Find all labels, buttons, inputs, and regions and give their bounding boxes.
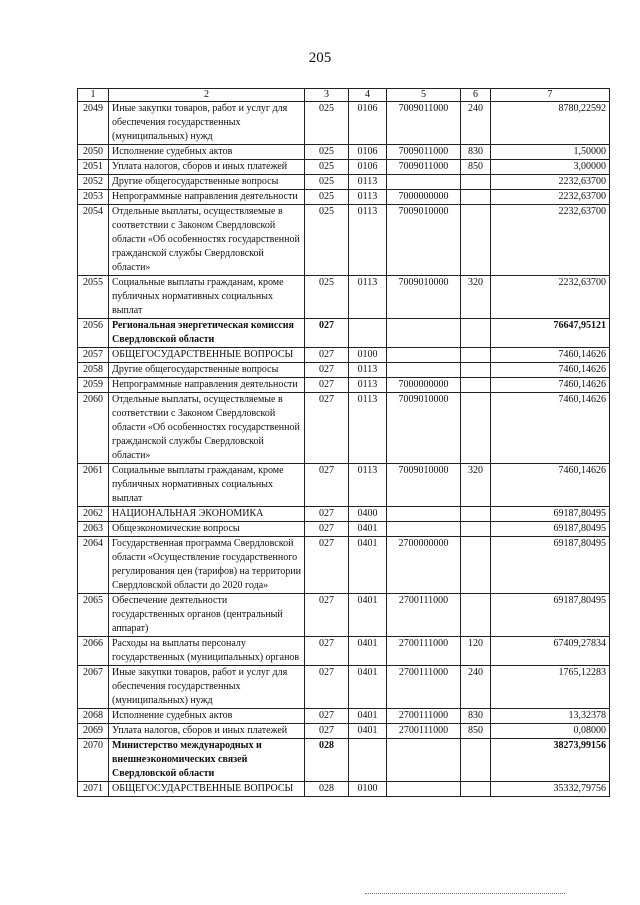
header-row: [78, 89, 610, 102]
row-number: 2055: [78, 276, 109, 319]
expense-type-code: [461, 319, 491, 348]
column-header: 3: [305, 89, 349, 102]
section-code: 0401: [349, 522, 387, 537]
table-row: [78, 160, 610, 175]
expense-type-code: 850: [461, 160, 491, 175]
section-code: 0100: [349, 348, 387, 363]
expense-type-code: [461, 594, 491, 637]
item-name: Социальные выплаты гражданам, кроме публичных нормативных социальных выплат: [109, 464, 305, 507]
section-code: [349, 739, 387, 782]
item-name: Иные закупки товаров, работ и услуг для обеспечения государственных (муниципальных) нужд: [109, 102, 305, 145]
amount: 2232,63700: [491, 175, 610, 190]
row-number: 2069: [78, 724, 109, 739]
column-header: 6: [461, 89, 491, 102]
amount: 69187,80495: [491, 537, 610, 594]
row-number: 2059: [78, 378, 109, 393]
item-name: Другие общегосударственные вопросы: [109, 175, 305, 190]
amount: 1765,12283: [491, 666, 610, 709]
section-code: 0113: [349, 393, 387, 464]
department-code: 025: [305, 160, 349, 175]
amount: 7460,14626: [491, 393, 610, 464]
amount: 7460,14626: [491, 464, 610, 507]
department-code: 027: [305, 363, 349, 378]
item-name: Иные закупки товаров, работ и услуг для обеспечения государственных (муниципальных) нужд: [109, 666, 305, 709]
budget-table: [77, 88, 610, 797]
item-name: Общеэкономические вопросы: [109, 522, 305, 537]
amount: 69187,80495: [491, 594, 610, 637]
section-code: 0401: [349, 537, 387, 594]
department-code: 027: [305, 709, 349, 724]
department-code: 028: [305, 739, 349, 782]
table-row: [78, 393, 610, 464]
amount: 7460,14626: [491, 363, 610, 378]
row-number: 2066: [78, 637, 109, 666]
column-header: 4: [349, 89, 387, 102]
item-name: Непрограммные направления деятельности: [109, 378, 305, 393]
amount: 1,50000: [491, 145, 610, 160]
amount: 2232,63700: [491, 205, 610, 276]
table-row: [78, 666, 610, 709]
row-number: 2053: [78, 190, 109, 205]
department-code: 027: [305, 724, 349, 739]
amount: 8780,22592: [491, 102, 610, 145]
section-code: 0106: [349, 102, 387, 145]
amount: 2232,63700: [491, 276, 610, 319]
expense-type-code: [461, 175, 491, 190]
department-code: 027: [305, 594, 349, 637]
target-article-code: 2700111000: [387, 637, 461, 666]
expense-type-code: [461, 363, 491, 378]
table-row: [78, 709, 610, 724]
expense-type-code: 850: [461, 724, 491, 739]
amount: 2232,63700: [491, 190, 610, 205]
department-code: 025: [305, 205, 349, 276]
target-article-code: 7009010000: [387, 464, 461, 507]
amount: 69187,80495: [491, 522, 610, 537]
item-name: Министерство международных и внешнеэкономических связей Свердловской области: [109, 739, 305, 782]
item-name: Исполнение судебных актов: [109, 709, 305, 724]
target-article-code: 7009011000: [387, 102, 461, 145]
section-code: 0401: [349, 594, 387, 637]
item-name: ОБЩЕГОСУДАРСТВЕННЫЕ ВОПРОСЫ: [109, 782, 305, 797]
target-article-code: [387, 739, 461, 782]
item-name: ОБЩЕГОСУДАРСТВЕННЫЕ ВОПРОСЫ: [109, 348, 305, 363]
row-number: 2050: [78, 145, 109, 160]
section-code: [349, 319, 387, 348]
section-code: 0113: [349, 276, 387, 319]
amount: 69187,80495: [491, 507, 610, 522]
expense-type-code: [461, 522, 491, 537]
target-article-code: [387, 175, 461, 190]
target-article-code: 2700111000: [387, 666, 461, 709]
row-number: 2063: [78, 522, 109, 537]
target-article-code: 2700111000: [387, 594, 461, 637]
row-number: 2049: [78, 102, 109, 145]
table-row: [78, 145, 610, 160]
table-row: [78, 507, 610, 522]
row-number: 2054: [78, 205, 109, 276]
item-name: Непрограммные направления деятельности: [109, 190, 305, 205]
amount: 7460,14626: [491, 348, 610, 363]
item-name: Расходы на выплаты персоналу государственных (муниципальных) органов: [109, 637, 305, 666]
row-number: 2068: [78, 709, 109, 724]
department-code: 025: [305, 190, 349, 205]
expense-type-code: 320: [461, 464, 491, 507]
table-body: [78, 102, 610, 797]
item-name: Уплата налогов, сборов и иных платежей: [109, 724, 305, 739]
department-code: 028: [305, 782, 349, 797]
department-code: 027: [305, 378, 349, 393]
column-header: 5: [387, 89, 461, 102]
row-number: 2064: [78, 537, 109, 594]
item-name: Социальные выплаты гражданам, кроме публичных нормативных социальных выплат: [109, 276, 305, 319]
row-number: 2052: [78, 175, 109, 190]
department-code: 025: [305, 276, 349, 319]
table-row: [78, 637, 610, 666]
department-code: 027: [305, 522, 349, 537]
expense-type-code: 830: [461, 145, 491, 160]
department-code: 027: [305, 666, 349, 709]
table-row: [78, 175, 610, 190]
page-number: 205: [308, 50, 332, 66]
section-code: 0113: [349, 175, 387, 190]
table-row: [78, 522, 610, 537]
table-row: [78, 319, 610, 348]
item-name: НАЦИОНАЛЬНАЯ ЭКОНОМИКА: [109, 507, 305, 522]
expense-type-code: [461, 190, 491, 205]
department-code: 025: [305, 145, 349, 160]
department-code: 027: [305, 319, 349, 348]
department-code: 027: [305, 464, 349, 507]
table-row: [78, 190, 610, 205]
section-code: 0401: [349, 637, 387, 666]
target-article-code: 7009011000: [387, 145, 461, 160]
expense-type-code: [461, 782, 491, 797]
target-article-code: [387, 319, 461, 348]
amount: 67409,27834: [491, 637, 610, 666]
row-number: 2062: [78, 507, 109, 522]
section-code: 0113: [349, 205, 387, 276]
expense-type-code: [461, 205, 491, 276]
table-row: [78, 464, 610, 507]
scan-artifact: [365, 893, 565, 895]
table-row: [78, 276, 610, 319]
expense-type-code: [461, 507, 491, 522]
table-row: [78, 537, 610, 594]
department-code: 027: [305, 348, 349, 363]
target-article-code: 2700000000: [387, 537, 461, 594]
amount: 3,00000: [491, 160, 610, 175]
row-number: 2060: [78, 393, 109, 464]
target-article-code: 7000000000: [387, 190, 461, 205]
table-row: [78, 782, 610, 797]
item-name: Уплата налогов, сборов и иных платежей: [109, 160, 305, 175]
column-header: 7: [491, 89, 610, 102]
expense-type-code: 320: [461, 276, 491, 319]
target-article-code: 7009011000: [387, 160, 461, 175]
expense-type-code: [461, 378, 491, 393]
item-name: Отдельные выплаты, осуществляемые в соответствии с Законом Свердловской области «Об особенностях государственной гражданской службы Свердловской области»: [109, 393, 305, 464]
table-row: [78, 102, 610, 145]
row-number: 2056: [78, 319, 109, 348]
amount: 0,08000: [491, 724, 610, 739]
expense-type-code: 240: [461, 666, 491, 709]
expense-type-code: 240: [461, 102, 491, 145]
section-code: 0106: [349, 145, 387, 160]
target-article-code: 7000000000: [387, 378, 461, 393]
target-article-code: [387, 363, 461, 378]
expense-type-code: [461, 348, 491, 363]
row-number: 2071: [78, 782, 109, 797]
department-code: 025: [305, 175, 349, 190]
department-code: 025: [305, 102, 349, 145]
table-row: [78, 205, 610, 276]
table-row: [78, 348, 610, 363]
section-code: 0400: [349, 507, 387, 522]
item-name: Обеспечение деятельности государственных органов (центральный аппарат): [109, 594, 305, 637]
department-code: 027: [305, 537, 349, 594]
target-article-code: [387, 507, 461, 522]
department-code: 027: [305, 507, 349, 522]
item-name: Отдельные выплаты, осуществляемые в соответствии с Законом Свердловской области «Об особенностях государственной гражданской службы Свердловской области»: [109, 205, 305, 276]
target-article-code: [387, 348, 461, 363]
section-code: 0113: [349, 190, 387, 205]
table-row: [78, 378, 610, 393]
expense-type-code: 120: [461, 637, 491, 666]
row-number: 2067: [78, 666, 109, 709]
column-header: 1: [78, 89, 109, 102]
target-article-code: 7009010000: [387, 205, 461, 276]
row-number: 2057: [78, 348, 109, 363]
row-number: 2061: [78, 464, 109, 507]
item-name: Исполнение судебных актов: [109, 145, 305, 160]
column-header: 2: [109, 89, 305, 102]
row-number: 2065: [78, 594, 109, 637]
amount: 13,32378: [491, 709, 610, 724]
section-code: 0100: [349, 782, 387, 797]
amount: 76647,95121: [491, 319, 610, 348]
section-code: 0113: [349, 363, 387, 378]
target-article-code: [387, 782, 461, 797]
row-number: 2058: [78, 363, 109, 378]
expense-type-code: [461, 537, 491, 594]
section-code: 0113: [349, 378, 387, 393]
target-article-code: 7009010000: [387, 393, 461, 464]
section-code: 0401: [349, 666, 387, 709]
item-name: Государственная программа Свердловской области «Осуществление государственного регулирования цен (тарифов) на территории Свердловской области до 2020 года»: [109, 537, 305, 594]
section-code: 0113: [349, 464, 387, 507]
expense-type-code: [461, 739, 491, 782]
table-row: [78, 739, 610, 782]
table-row: [78, 594, 610, 637]
target-article-code: 7009010000: [387, 276, 461, 319]
expense-type-code: [461, 393, 491, 464]
section-code: 0106: [349, 160, 387, 175]
item-name: Другие общегосударственные вопросы: [109, 363, 305, 378]
row-number: 2070: [78, 739, 109, 782]
table-row: [78, 724, 610, 739]
section-code: 0401: [349, 724, 387, 739]
table-row: [78, 363, 610, 378]
amount: 7460,14626: [491, 378, 610, 393]
amount: 38273,99156: [491, 739, 610, 782]
amount: 35332,79756: [491, 782, 610, 797]
target-article-code: [387, 522, 461, 537]
section-code: 0401: [349, 709, 387, 724]
target-article-code: 2700111000: [387, 724, 461, 739]
target-article-code: 2700111000: [387, 709, 461, 724]
row-number: 2051: [78, 160, 109, 175]
expense-type-code: 830: [461, 709, 491, 724]
department-code: 027: [305, 393, 349, 464]
item-name: Региональная энергетическая комиссия Свердловской области: [109, 319, 305, 348]
department-code: 027: [305, 637, 349, 666]
